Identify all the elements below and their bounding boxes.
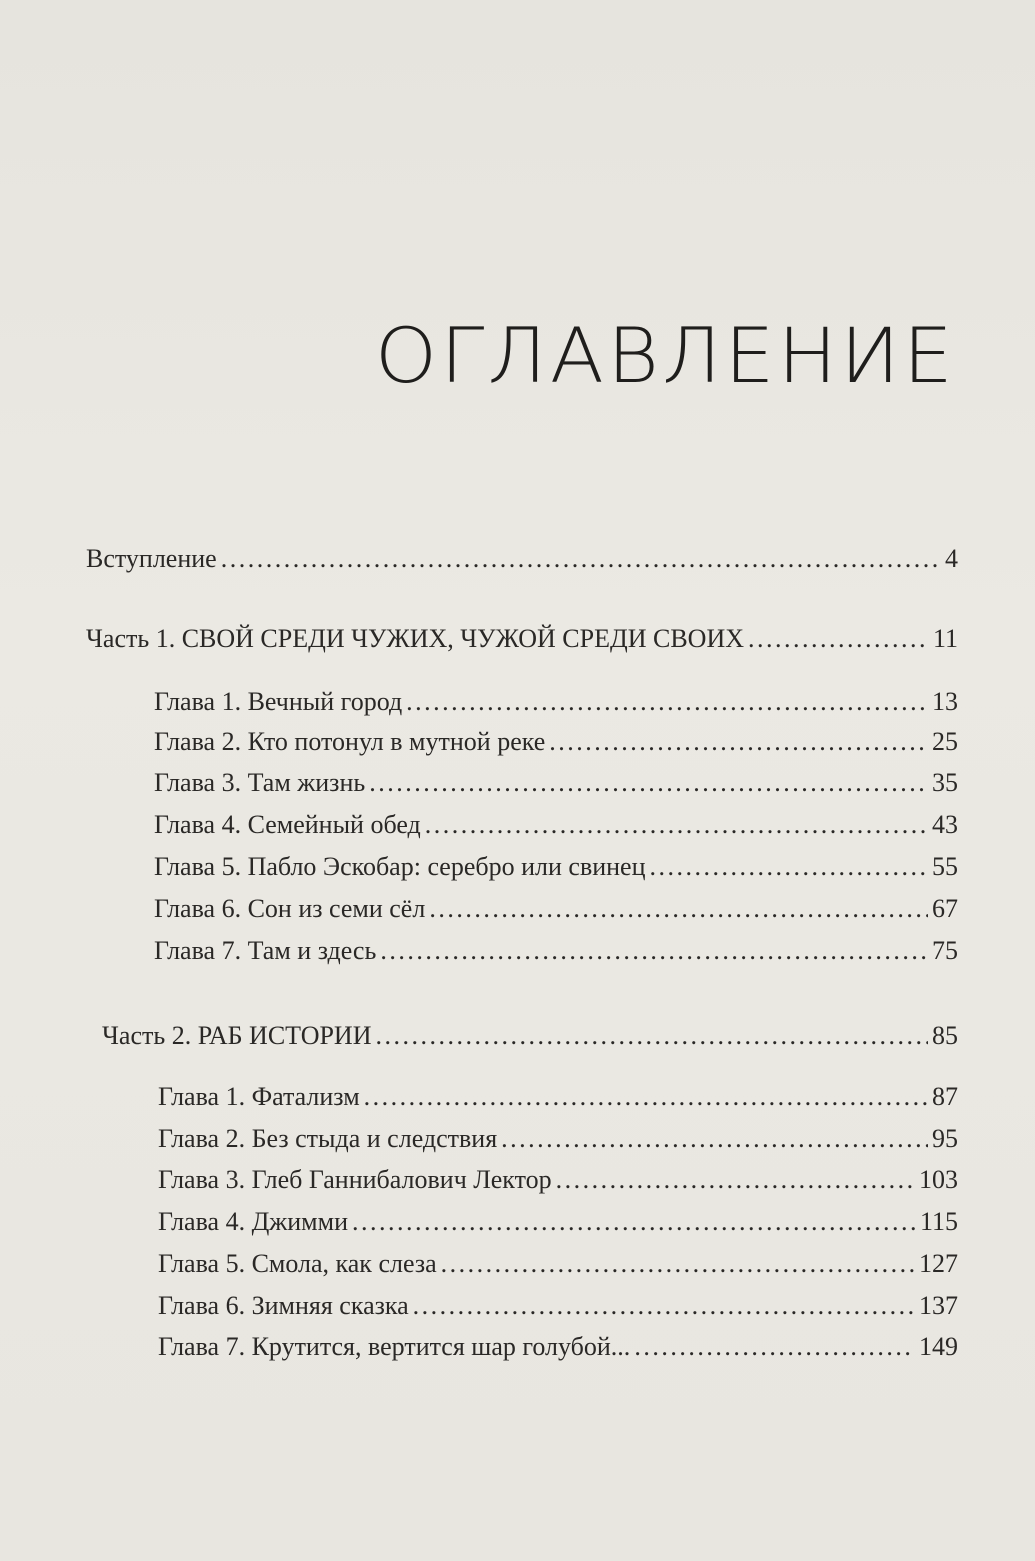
- dot-leader: [364, 1082, 928, 1112]
- dot-leader: [369, 768, 928, 798]
- toc-label: Вступление: [86, 544, 217, 573]
- toc-page-number: 13: [932, 687, 958, 716]
- dot-leader: [556, 1165, 915, 1195]
- toc-page-number: 25: [932, 727, 958, 756]
- toc-entry-part-2[interactable]: [102, 1021, 958, 1051]
- toc-entry-intro[interactable]: [86, 544, 958, 574]
- dot-leader: [441, 1249, 915, 1279]
- toc-page-number: 67: [932, 894, 958, 923]
- toc-page-number: 149: [919, 1332, 958, 1361]
- dot-leader: [425, 810, 928, 840]
- toc-page-number: 95: [932, 1124, 958, 1153]
- toc-label: Глава 3. Глеб Ганнибалович Лектор: [158, 1165, 552, 1194]
- toc-page-number: 137: [919, 1291, 958, 1320]
- toc-label: Часть 2. РАБ ИСТОРИИ: [102, 1021, 372, 1050]
- toc-entry-chapter[interactable]: [154, 768, 958, 798]
- toc-entry-chapter[interactable]: [158, 1165, 958, 1195]
- toc-label: Глава 2. Кто потонул в мутной реке: [154, 727, 546, 756]
- toc-entry-part-1[interactable]: [86, 624, 958, 654]
- toc-page-number: 43: [932, 810, 958, 839]
- toc-entry-chapter[interactable]: [154, 936, 958, 966]
- toc-entry-chapter[interactable]: [158, 1207, 958, 1237]
- toc-label: Глава 4. Семейный обед: [154, 810, 421, 839]
- toc-entry-chapter[interactable]: [154, 727, 958, 757]
- dot-leader: [748, 624, 929, 654]
- dot-leader: [406, 687, 928, 717]
- dot-leader: [413, 1291, 915, 1321]
- toc-label: Глава 3. Там жизнь: [154, 768, 366, 797]
- toc-entry-chapter[interactable]: [158, 1291, 958, 1321]
- toc-page-number: 55: [932, 852, 958, 881]
- toc-label: Глава 5. Пабло Эскобар: серебро или свинец: [154, 852, 646, 881]
- toc-label: Часть 1. СВОЙ СРЕДИ ЧУЖИХ, ЧУЖОЙ СРЕДИ СВОИХ: [86, 624, 744, 653]
- dot-leader: [634, 1332, 915, 1362]
- dot-leader: [501, 1124, 928, 1154]
- toc-page-number: 127: [919, 1249, 958, 1278]
- toc-label: Глава 7. Там и здесь: [154, 936, 377, 965]
- toc-entry-chapter[interactable]: [154, 894, 958, 924]
- page-title: ОГЛАВЛЕНИЕ: [374, 311, 956, 400]
- dot-leader: [650, 852, 928, 882]
- toc-page-number: 35: [932, 768, 958, 797]
- dot-leader: [549, 727, 928, 757]
- dot-leader: [221, 544, 941, 574]
- toc-label: Глава 6. Сон из семи сёл: [154, 894, 426, 923]
- toc-label: Глава 6. Зимняя сказка: [158, 1291, 409, 1320]
- toc-entry-chapter[interactable]: [158, 1249, 958, 1279]
- dot-leader: [375, 1021, 928, 1051]
- toc-entry-chapter[interactable]: [158, 1082, 958, 1112]
- dot-leader: [380, 936, 928, 966]
- toc-page-number: 11: [932, 624, 958, 653]
- dot-leader: [352, 1207, 916, 1237]
- toc-entry-chapter[interactable]: [158, 1124, 958, 1154]
- toc-entry-chapter[interactable]: [158, 1332, 958, 1362]
- toc-label: Глава 1. Фатализм: [158, 1082, 360, 1111]
- toc-page-number: 115: [919, 1207, 958, 1236]
- toc-label: Глава 2. Без стыда и следствия: [158, 1124, 498, 1153]
- toc-page-number: 103: [919, 1165, 958, 1194]
- toc-page-number: 87: [932, 1082, 958, 1111]
- dot-leader: [429, 894, 928, 924]
- toc-page-number: 85: [932, 1021, 958, 1050]
- toc-entry-chapter[interactable]: [154, 810, 958, 840]
- toc-label: Глава 5. Смола, как слеза: [158, 1249, 437, 1278]
- toc-label: Глава 1. Вечный город: [154, 687, 403, 716]
- toc-entry-chapter[interactable]: [154, 852, 958, 882]
- toc-label: Глава 7. Крутится, вертится шар голубой...: [158, 1332, 631, 1361]
- toc-page-number: 75: [932, 936, 958, 965]
- toc-page-number: 4: [945, 544, 958, 573]
- toc-entry-chapter[interactable]: [154, 687, 958, 717]
- toc-label: Глава 4. Джимми: [158, 1207, 348, 1236]
